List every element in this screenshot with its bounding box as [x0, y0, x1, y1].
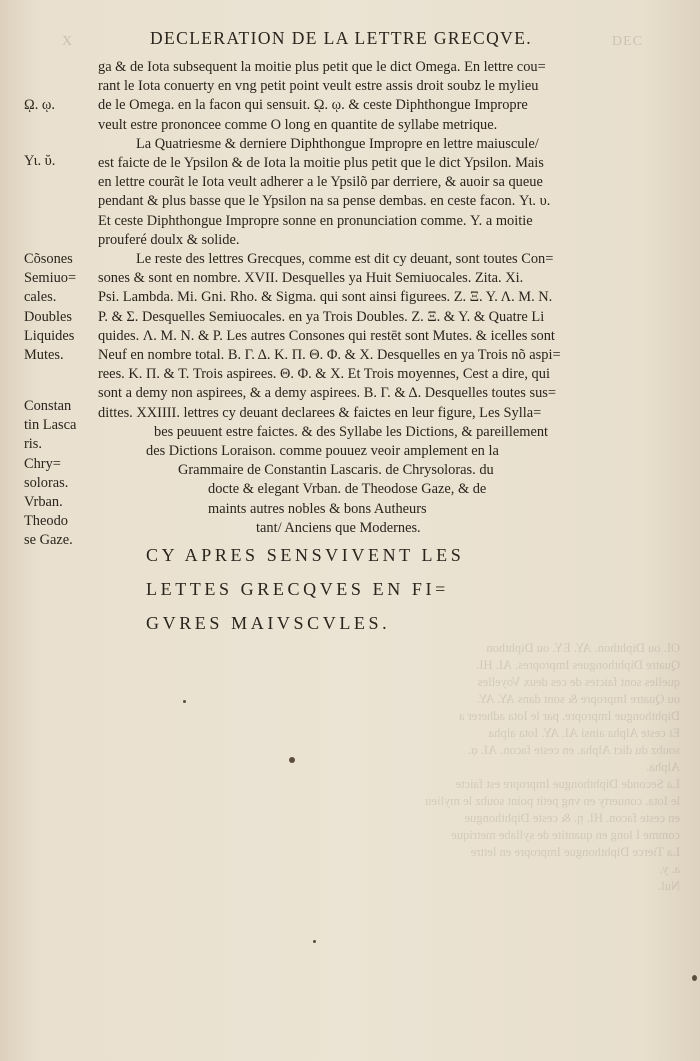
margin-note: Constan — [24, 398, 72, 414]
bleed-line: le Iota. conuerty en vng petit point soubz le mylieu — [425, 794, 680, 808]
bleed-line: en ceste facon. ΗΙ. ῃ. & ceste Diphthongue — [464, 811, 680, 825]
margin-note: Υι. ῠ. — [24, 153, 56, 169]
margin-note: se Gaze. — [24, 532, 73, 549]
section-title-line: GVRES MAIVSCVLES. — [146, 613, 391, 633]
text-line: de le Omega. en la facon qui sensuit. ῼ. ῳ. & ceste Diphthongue Impropre — [98, 97, 528, 114]
text-line: quides. Λ. Μ. Ν. & Ρ. Les autres Consones qui restēt sont Mutes. & icelles sont — [98, 327, 555, 344]
text-line: La Quatriesme & derniere Diphthongue Impropre en lettre maiuscule/ — [136, 135, 539, 152]
section-title-line: LETTES GRECQVES EN FI= — [146, 579, 449, 599]
text-line: veult estre prononcee comme O long en quantite de syllabe metrique. — [98, 116, 498, 133]
bleed-line: quelles sont faictes de ces deux Voyelles — [477, 675, 680, 689]
body-text — [98, 58, 626, 538]
margin-note: Liquides — [24, 327, 75, 344]
bleed-line: a. y. — [659, 862, 680, 876]
margin-note: Semiuo= — [24, 270, 77, 287]
text-line: rees. Κ. Π. & Τ. Trois aspirees. Θ. Φ. & Χ. Et Trois moyennes, Cest a dire, qui — [98, 366, 550, 383]
bleed-line: Quatre Diphthongues Impropres. ΑΙ. ΗΙ. — [476, 658, 680, 672]
bleed-line: La Seconde Diphthongue Impropre est faicte — [455, 777, 680, 791]
text-line: pendant & plus basse que le Ypsilon na sa pense dembas. en ceste facon. Υι. υ. — [98, 193, 551, 210]
margin-notes-grammarians — [24, 397, 96, 551]
margin-note: Cõsones — [24, 251, 73, 267]
show-through-text-right: DEC — [612, 34, 643, 49]
text-line: sont a demy non aspirees, & a demy aspirees. Β. Γ. & Δ. Desquelles toutes sus= — [98, 385, 557, 402]
text-line: Le reste des lettres Grecques, comme est dit cy deuant, sont toutes Con= — [136, 251, 554, 268]
bleed-line: ou Quatre Impropre & sont dans ΑΥ. ΑΥ. — [476, 692, 680, 706]
bleed-line: Nul. — [658, 879, 680, 893]
section-title — [146, 538, 586, 640]
margin-note: Doubles — [24, 308, 72, 325]
text-line: docte & elegant Vrban. de Theodose Gaze, & de — [208, 481, 487, 498]
ink-speck — [692, 975, 697, 981]
ink-speck — [183, 700, 186, 703]
text-line: dittes. XXIIII. lettres cy deuant declarees & faictes en leur figure, Les Sylla= — [98, 404, 542, 421]
text-line: en lettre courãt le Iota veult adherer a le Ypsilõ par derriere, & auoir sa queue — [98, 174, 543, 191]
margin-note: ῼ. ῳ. — [24, 97, 55, 113]
text-line: prouferé doulx & solide. — [98, 231, 240, 248]
bleed-line: Diphthongue Impropre. par le Iota adherer a — [458, 709, 680, 723]
text-line: est faicte de le Ypsilon & de Iota la moitie plus petit que le dict Ypsilon. Mais — [98, 155, 544, 172]
text-line: Et ceste Diphthongue Impropre sonne en pronunciation comme. Υ. a moitie — [98, 212, 533, 229]
ink-speck — [289, 757, 295, 763]
text-line: des Dictions Loraison. comme pouuez veoir amplement en la — [146, 443, 499, 460]
text-line: Grammaire de Constantin Lascaris. de Chrysoloras. du — [178, 462, 494, 479]
text-line: rant le Iota conuerty en vng petit point veult estre assis droit soubz le mylieu — [98, 78, 539, 95]
margin-note: soloras. — [24, 474, 69, 491]
margin-notes-consonants — [24, 250, 96, 365]
bleed-line: Et ceste Alpha ainsi ΑΙ. ΑΥ. Iota alpha — [488, 726, 680, 740]
ink-speck — [313, 940, 316, 943]
text-line: Psi. Lambda. Mi. Gni. Rho. & Sigma. qui sont ainsi figurees. Ζ. Ξ. Υ. Λ. Μ. Ν. — [98, 289, 553, 306]
text-line: sones & sont en nombre. XVII. Desquelles ya Huit Semiuocales. Zita. Xi. — [98, 270, 524, 287]
bleed-line: Alpha. — [646, 760, 680, 774]
text-line: maints autres nobles & bons Autheurs — [208, 500, 427, 517]
bleed-through-text — [300, 640, 680, 1060]
text-line: tant/ Anciens que Modernes. — [256, 519, 421, 536]
text-line: Ρ. & Σ. Desquelles Semiuocales. en ya Trois Doubles. Ζ. Ξ. & Υ. & Quatre Li — [98, 308, 545, 325]
margin-note: tin Lasca — [24, 417, 77, 434]
margin-note: cales. — [24, 289, 57, 306]
margin-note: Chry= — [24, 455, 61, 472]
bleed-line: soubz du dict Alpha. en ceste facon. ΑΙ. ᾳ. — [467, 743, 680, 757]
bleed-line: comme I long en quantite de syllabe metrique — [451, 828, 680, 842]
text-line: Neuf en nombre total. Β. Γ. Δ. Κ. Π. Θ. Φ. & Χ. Desquelles en ya Trois nõ aspi= — [98, 347, 561, 364]
running-head: DECLERATION DE LA LETTRE GRECQVE. — [150, 28, 533, 48]
bleed-line: OI. ou Diphthon. ΑΥ. ΕΥ. ou Diphthon — [486, 641, 680, 655]
margin-note: Vrban. — [24, 494, 63, 511]
margin-note: ris. — [24, 436, 42, 453]
text-line: bes peuuent estre faictes. & des Syllabe les Dictions, & pareillement — [154, 423, 549, 440]
bleed-line: La Tierce Diphthongue Impropre en lettre — [470, 845, 680, 859]
margin-note: Mutes. — [24, 347, 64, 364]
show-through-text-left: X — [62, 34, 74, 49]
text-line: ga & de Iota subsequent la moitie plus petit que le dict Omega. En lettre cou= — [98, 59, 546, 75]
margin-note: Theodo — [24, 513, 68, 530]
section-title-line: CY APRES SENSVIVENT LES — [146, 545, 465, 565]
